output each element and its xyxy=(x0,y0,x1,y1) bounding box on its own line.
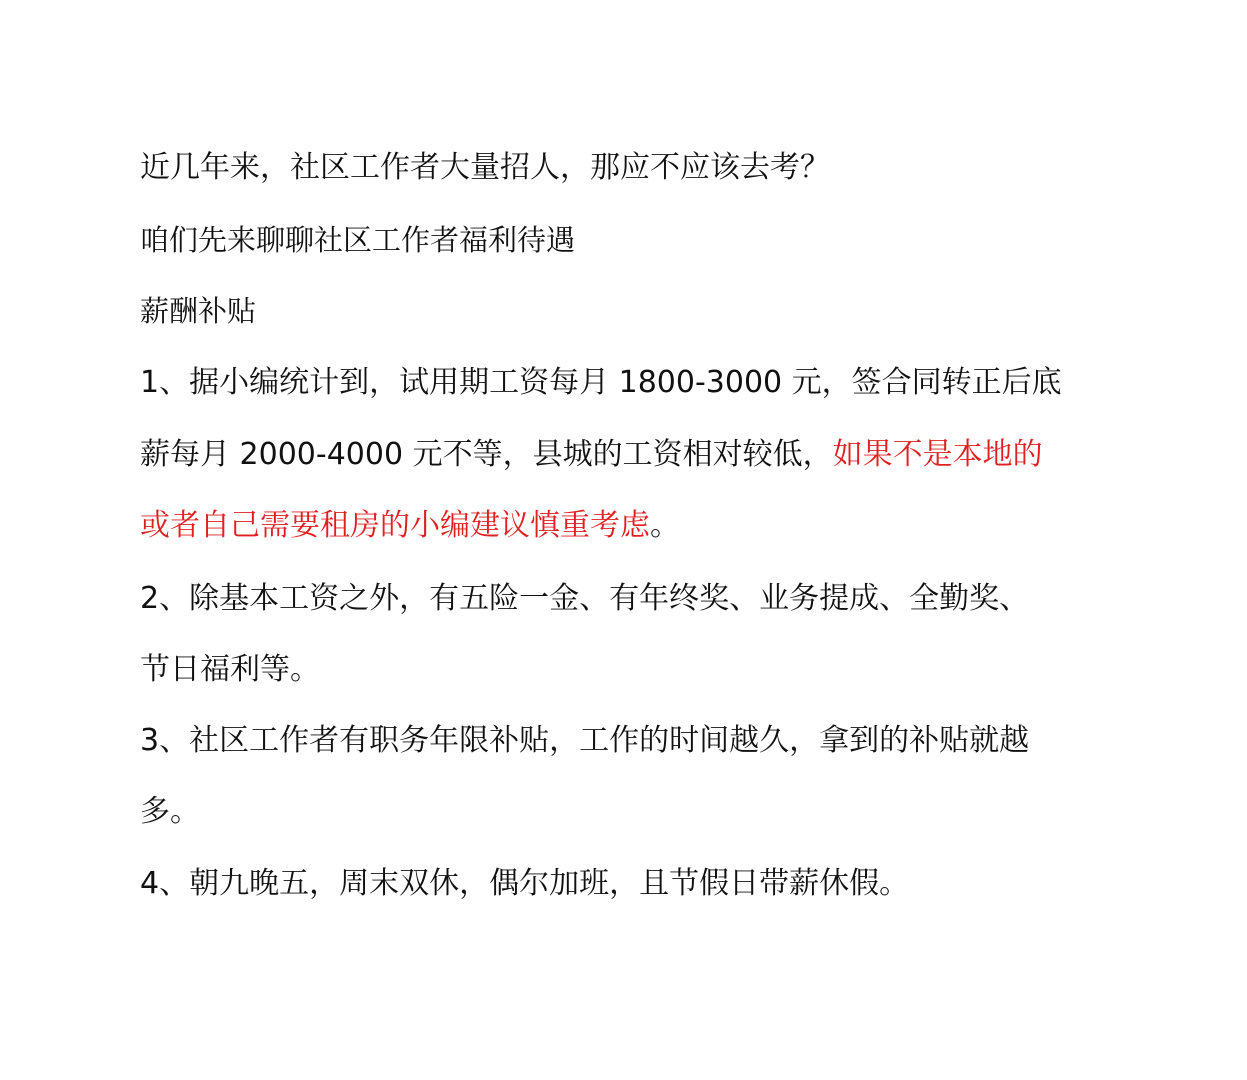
item1-line2-plain: 薪每月 2000-4000 元不等，县城的工资相对较低， xyxy=(140,437,833,472)
item1-line3 xyxy=(140,508,680,543)
item3-line2: 多。 xyxy=(140,794,200,829)
item1-line2 xyxy=(140,437,1043,472)
item1-highlight-part2: 或者自己需要租房的小编建议慎重考虑 xyxy=(140,508,650,543)
item1-line1: 1、据小编统计到，试用期工资每月 1800-3000 元，签合同转正后底 xyxy=(140,365,1062,400)
item1-line3-end: 。 xyxy=(650,508,680,543)
item2-line2: 节日福利等。 xyxy=(140,652,320,687)
section-title: 薪酬补贴 xyxy=(140,294,257,328)
item2-line1: 2、除基本工资之外，有五险一金、有年终奖、业务提成、全勤奖、 xyxy=(140,581,1030,616)
item1-highlight-part1: 如果不是本地的 xyxy=(832,437,1043,472)
item4-line1: 4、朝九晚五，周末双休，偶尔加班，且节假日带薪休假。 xyxy=(140,866,910,901)
subtitle: 咱们先来聊聊社区工作者福利待遇 xyxy=(140,223,576,257)
item3-line1: 3、社区工作者有职务年限补贴，工作的时间越久，拿到的补贴就越 xyxy=(140,723,1030,758)
intro-question: 近几年来，社区工作者大量招人，那应不应该去考？ xyxy=(140,150,830,185)
